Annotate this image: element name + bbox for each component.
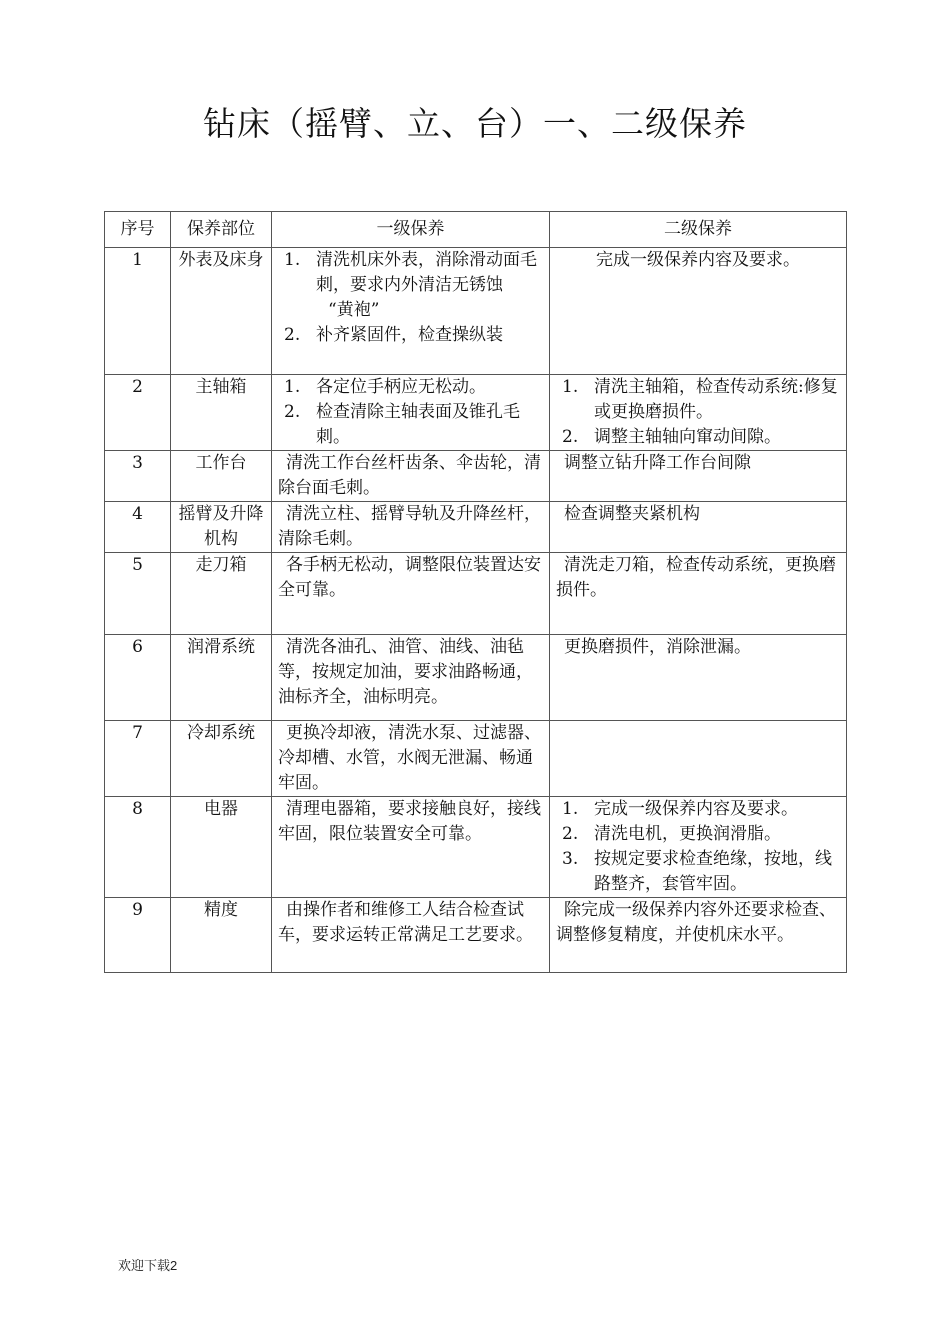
row-level1: 更换冷却液，清洗水泵、过滤器、冷却槽、水管，水阀无泄漏、畅通牢固。 — [272, 721, 550, 797]
table-row — [105, 898, 847, 973]
row-level2 — [550, 375, 847, 451]
header-part: 保养部位 — [171, 212, 272, 248]
list-item — [278, 375, 543, 400]
table-row — [105, 248, 847, 375]
list-item-number: 1. — [562, 377, 579, 397]
row-level1: 各手柄无松动，调整限位装置达安全可靠。 — [272, 553, 550, 635]
list-item — [556, 822, 840, 847]
row-level2: 清洗走刀箱，检查传动系统，更换磨损件。 — [550, 553, 847, 635]
list-item-number: 2. — [562, 824, 579, 844]
row-level2: 完成一级保养内容及要求。 — [550, 248, 847, 375]
header-level1: 一级保养 — [272, 212, 550, 248]
row-number: 3 — [105, 451, 171, 502]
table-row — [105, 553, 847, 635]
row-part: 外表及床身 — [171, 248, 272, 375]
list-item — [278, 323, 543, 348]
maintenance-table — [104, 211, 847, 973]
level2-list — [556, 797, 840, 897]
list-item-number: 1. — [284, 377, 301, 397]
list-item — [556, 425, 840, 450]
header-level2: 二级保养 — [550, 212, 847, 248]
table-header-row — [105, 212, 847, 248]
level2-list — [556, 375, 840, 450]
row-level2: 更换磨损件，消除泄漏。 — [550, 635, 847, 721]
list-item-subtext: “黄袍” — [328, 300, 380, 320]
list-item-number: 2. — [284, 325, 301, 345]
list-item-number: 1. — [562, 799, 579, 819]
list-item-text: 按规定要求检查绝缘，按地，线路整齐，套管牢固。 — [594, 849, 832, 894]
row-number: 1 — [105, 248, 171, 375]
row-part: 电器 — [171, 797, 272, 898]
table-row — [105, 502, 847, 553]
row-level2 — [550, 721, 847, 797]
row-part: 精度 — [171, 898, 272, 973]
row-number: 6 — [105, 635, 171, 721]
list-item-text: 各定位手柄应无松动。 — [316, 377, 486, 397]
row-number: 4 — [105, 502, 171, 553]
table-row — [105, 635, 847, 721]
row-number: 9 — [105, 898, 171, 973]
row-level1 — [272, 248, 550, 375]
list-item-number: 1. — [284, 250, 301, 270]
table-row — [105, 451, 847, 502]
row-part: 冷却系统 — [171, 721, 272, 797]
list-item-text: 清洗主轴箱，检查传动系统:修复或更换磨损件。 — [594, 377, 838, 422]
level1-list — [278, 248, 543, 348]
table-row — [105, 797, 847, 898]
row-level1: 清洗立柱、摇臂导轨及升降丝杆，清除毛刺。 — [272, 502, 550, 553]
row-level2: 检查调整夹紧机构 — [550, 502, 847, 553]
list-item — [278, 400, 543, 450]
row-part: 工作台 — [171, 451, 272, 502]
table-row — [105, 721, 847, 797]
list-item — [556, 847, 840, 897]
row-part: 主轴箱 — [171, 375, 272, 451]
row-level1: 清理电器箱，要求接触良好，接线牢固，限位装置安全可靠。 — [272, 797, 550, 898]
row-number: 8 — [105, 797, 171, 898]
page-footer: 欢迎下载2 — [118, 1258, 178, 1273]
row-level1: 清洗各油孔、油管、油线、油毡等，按规定加油，要求油路畅通，油标齐全，油标明亮。 — [272, 635, 550, 721]
row-part: 走刀箱 — [171, 553, 272, 635]
row-number: 2 — [105, 375, 171, 451]
row-level2 — [550, 797, 847, 898]
list-item-number: 2. — [562, 427, 579, 447]
row-level1: 由操作者和维修工人结合检查试车，要求运转正常满足工艺要求。 — [272, 898, 550, 973]
list-item — [556, 797, 840, 822]
list-item-text: 调整主轴轴向窜动间隙。 — [594, 427, 781, 447]
row-number: 5 — [105, 553, 171, 635]
row-part: 摇臂及升降机构 — [171, 502, 272, 553]
list-item-text: 检查清除主轴表面及锥孔毛刺。 — [316, 402, 520, 447]
row-level2: 除完成一级保养内容外还要求检查、调整修复精度，并使机床水平。 — [550, 898, 847, 973]
header-number: 序号 — [105, 212, 171, 248]
row-part: 润滑系统 — [171, 635, 272, 721]
list-item-text: 补齐紧固件，检查操纵装 — [316, 325, 503, 345]
list-item — [556, 375, 840, 425]
list-item-text: 完成一级保养内容及要求。 — [594, 799, 798, 819]
list-item-number: 3. — [562, 849, 579, 869]
list-item — [278, 248, 543, 323]
list-item-text: 清洗机床外表，消除滑动面毛刺，要求内外清洁无锈蚀 — [316, 250, 537, 295]
table-row — [105, 375, 847, 451]
row-number: 7 — [105, 721, 171, 797]
list-item-number: 2. — [284, 402, 301, 422]
row-level1: 清洗工作台丝杆齿条、伞齿轮，清除台面毛刺。 — [272, 451, 550, 502]
row-level1 — [272, 375, 550, 451]
page-title: 钻床（摇臂、立、台）一、二级保养 — [203, 104, 747, 143]
level1-list — [278, 375, 543, 450]
list-item-text: 清洗电机，更换润滑脂。 — [594, 824, 781, 844]
row-level2: 调整立钻升降工作台间隙 — [550, 451, 847, 502]
